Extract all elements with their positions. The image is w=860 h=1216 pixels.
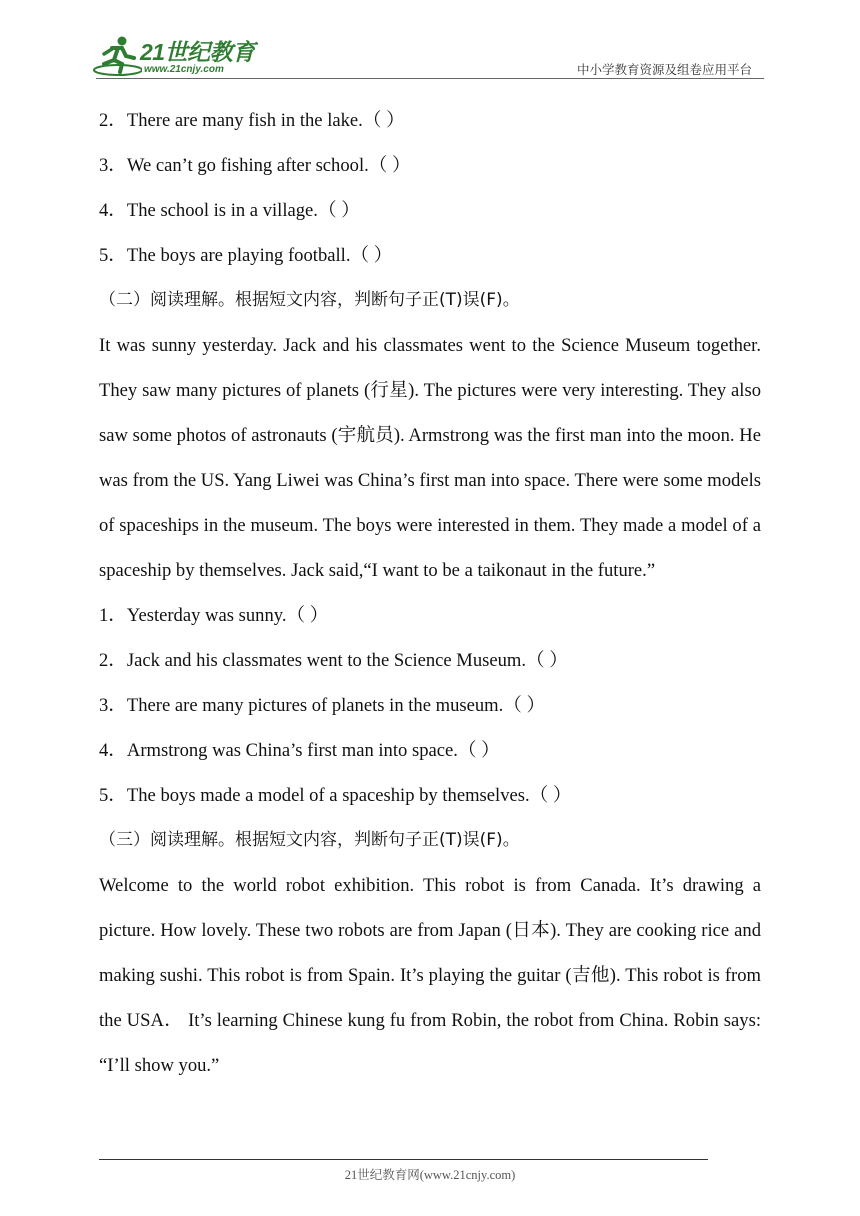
section-heading: （三）阅读理解。根据短文内容，判断句子正(T)误(F)。: [99, 830, 520, 850]
reading-passage: Welcome to the world robot exhibition. This robot is from Canada. It’s drawing a picture. How lovely. These two robots are from Japan (日本). They are cooking rice and making sushi. This robot is from Spain. It’s playing the guitar (吉他). This robot is from the USA． It’s learning Chinese kung fu from Robin, the robot from China. Robin says: “I’ll show you.”: [99, 875, 761, 1076]
question-line: 5．The boys made a model of a spaceship by themselves.（ ）: [99, 785, 572, 806]
page-header: [0, 0, 860, 80]
footer-divider: [99, 1159, 708, 1160]
runner-logo-icon: [92, 34, 142, 78]
reading-passage: It was sunny yesterday. Jack and his classmates went to the Science Museum together. They saw many pictures of planets (行星). The pictures were very interesting. They also saw some photos of astronauts (宇航员). Armstrong was the first man into the moon. He was from the US. Yang Liwei was China’s first man into space. There were some models of spaceships in the museum. The boys were interested in them. They made a model of a spaceship by themselves. Jack said,“I want to be a taikonaut in the future.”: [99, 335, 761, 581]
logo-text: 21世纪教育: [140, 39, 255, 65]
header-divider: [96, 78, 764, 79]
question-line: 3．There are many pictures of planets in the museum.（ ）: [99, 695, 546, 716]
logo-url: www.21cnjy.com: [144, 64, 224, 75]
question-line: 3．We can’t go fishing after school.（ ）: [99, 155, 411, 176]
question-line: 5．The boys are playing football.（ ）: [99, 245, 393, 266]
footer-text: 21世纪教育网(www.21cnjy.com): [344, 1168, 516, 1182]
question-line: 4．Armstrong was China’s first man into space.（ ）: [99, 740, 500, 761]
question-line: 4．The school is in a village.（ ）: [99, 200, 360, 221]
question-line: 2．Jack and his classmates went to the Science Museum.（ ）: [99, 650, 568, 671]
logo: [92, 34, 262, 78]
document-body: [99, 98, 761, 1088]
question-line: 1．Yesterday was sunny.（ ）: [99, 605, 329, 626]
question-line: 2．There are many fish in the lake.（ ）: [99, 110, 405, 131]
section-heading: （二）阅读理解。根据短文内容，判断句子正(T)误(F)。: [99, 290, 520, 310]
header-platform-text: 中小学教育资源及组卷应用平台: [576, 62, 752, 77]
